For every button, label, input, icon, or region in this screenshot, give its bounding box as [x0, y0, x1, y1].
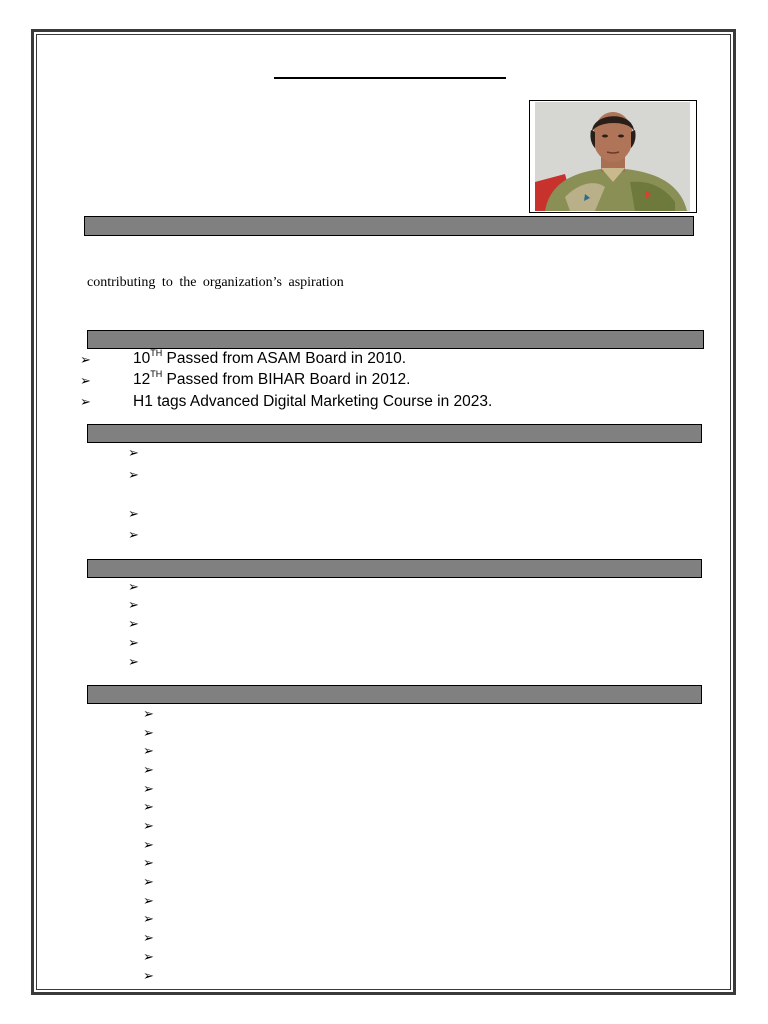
- arrow-bullet-icon: ➢: [143, 856, 154, 871]
- section-header-bar-3: [87, 424, 702, 443]
- section-header-bar-4: [87, 559, 702, 578]
- education-item-text: Passed from BIHAR Board in 2012.: [162, 371, 411, 388]
- arrow-bullet-icon: ➢: [143, 875, 154, 890]
- section-header-bar-5: [87, 685, 702, 704]
- arrow-bullet-icon: ➢: [128, 655, 139, 670]
- profile-photo-frame: [529, 100, 697, 213]
- arrow-bullet-icon: ➢: [128, 446, 139, 461]
- arrow-bullet-icon: ➢: [143, 819, 154, 834]
- person-photo-icon: [535, 102, 690, 211]
- education-item: [133, 350, 406, 368]
- arrow-bullet-icon: ➢: [143, 894, 154, 909]
- education-item-sup: TH: [150, 369, 163, 379]
- profile-photo: [535, 102, 690, 211]
- arrow-bullet-icon: ➢: [128, 598, 139, 613]
- arrow-bullet-icon: ➢: [143, 950, 154, 965]
- education-item-grade: 12: [133, 371, 151, 388]
- arrow-bullet-icon: ➢: [128, 507, 139, 522]
- arrow-bullet-icon: ➢: [128, 580, 139, 595]
- education-item-grade: 10: [133, 350, 151, 367]
- education-item-text: Passed from ASAM Board in 2010.: [162, 350, 407, 367]
- section-header-bar-objective: [84, 216, 694, 236]
- objective-text: contributing to the organization’s aspiration: [87, 275, 344, 290]
- arrow-bullet-icon: ➢: [143, 763, 154, 778]
- arrow-bullet-icon: ➢: [143, 744, 154, 759]
- education-item-sup: TH: [150, 348, 163, 358]
- arrow-bullet-icon: ➢: [128, 528, 139, 543]
- section-header-bar-education: [87, 330, 704, 349]
- arrow-bullet-icon: ➢: [143, 800, 154, 815]
- education-item: [133, 393, 492, 411]
- arrow-bullet-icon: ➢: [143, 969, 154, 984]
- arrow-bullet-icon: ➢: [143, 707, 154, 722]
- arrow-bullet-icon: ➢: [143, 838, 154, 853]
- arrow-bullet-icon: ➢: [80, 374, 91, 389]
- arrow-bullet-icon: ➢: [143, 782, 154, 797]
- arrow-bullet-icon: ➢: [143, 931, 154, 946]
- education-item: [133, 371, 410, 389]
- title-underline: [274, 77, 506, 79]
- arrow-bullet-icon: ➢: [143, 912, 154, 927]
- education-item-text: H1 tags Advanced Digital Marketing Course in 2023.: [133, 393, 493, 410]
- arrow-bullet-icon: ➢: [80, 353, 91, 368]
- arrow-bullet-icon: ➢: [128, 636, 139, 651]
- arrow-bullet-icon: ➢: [143, 726, 154, 741]
- arrow-bullet-icon: ➢: [128, 468, 139, 483]
- arrow-bullet-icon: ➢: [80, 395, 91, 410]
- arrow-bullet-icon: ➢: [128, 617, 139, 632]
